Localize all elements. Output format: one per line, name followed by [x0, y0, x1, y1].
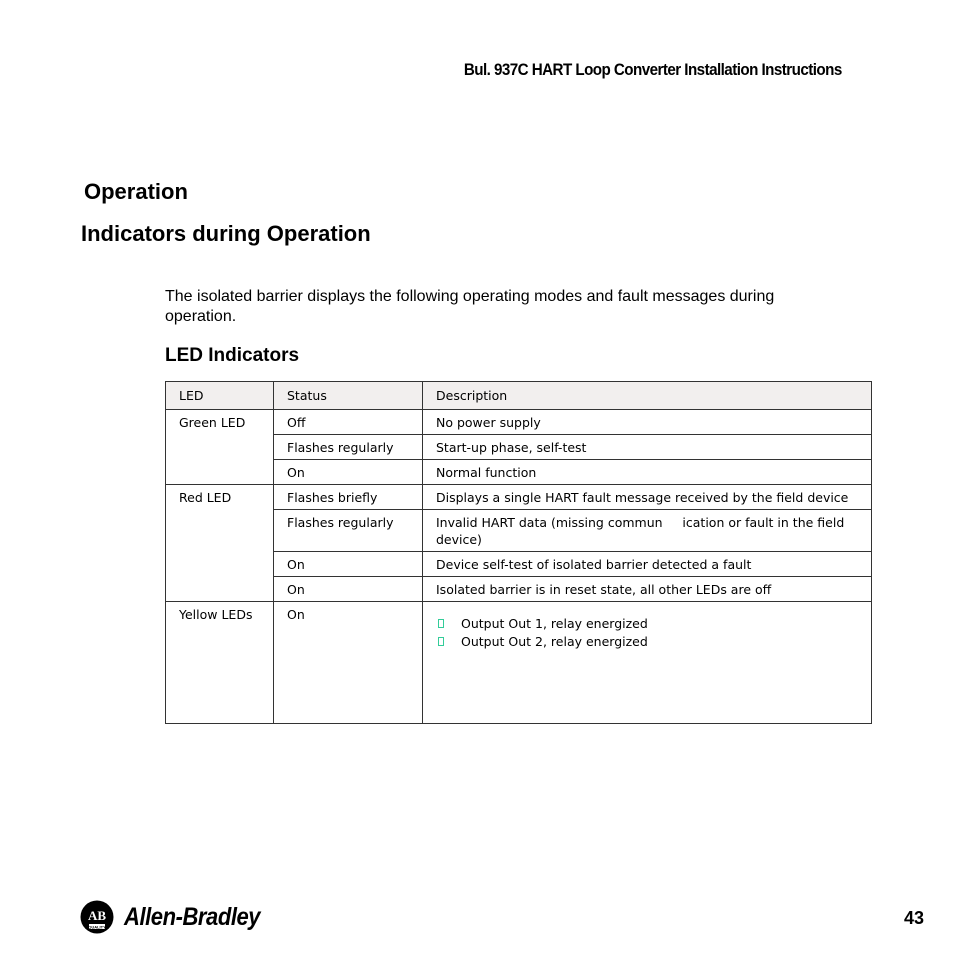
status-cell: On: [274, 552, 423, 577]
status-cell: Flashes briefly: [274, 485, 423, 510]
column-header-description: Description: [423, 382, 872, 410]
table-row: [166, 410, 872, 435]
description-cell: Normal function: [423, 460, 872, 485]
status-cell: On: [274, 577, 423, 602]
led-cell: Green LED: [166, 410, 274, 485]
status-cell: On: [274, 460, 423, 485]
table-header-row: [166, 382, 872, 410]
footer-logo: [80, 900, 279, 934]
status-cell: On: [274, 602, 423, 724]
subsection-title-led-indicators: LED Indicators: [165, 345, 300, 366]
intro-paragraph: The isolated barrier displays the following operating modes and fault messages during operation.: [165, 288, 775, 325]
led-indicator-table: [165, 381, 872, 724]
description-cell: Start-up phase, self-test: [423, 435, 872, 460]
list-item: [436, 633, 863, 651]
list-item: [436, 615, 863, 633]
running-header: Bul. 937C HART Loop Converter Installation Instructions: [464, 61, 842, 79]
description-cell: [423, 602, 872, 724]
logo-subtext: QUALITY: [88, 924, 106, 930]
led-cell: Red LED: [166, 485, 274, 602]
list-item-text: Output Out 1, relay energized: [461, 616, 648, 631]
section-title-indicators: Indicators during Operation: [81, 221, 371, 246]
list-item-text: Output Out 2, relay energized: [461, 634, 648, 649]
allen-bradley-logo-icon: [80, 900, 114, 934]
led-cell: Yellow LEDs: [166, 602, 274, 724]
column-header-led: LED: [166, 382, 274, 410]
bullet-list: [436, 615, 863, 651]
bullet-box-icon: [438, 637, 444, 646]
description-cell: Displays a single HART fault message received by the field device: [423, 485, 872, 510]
description-cell: No power supply: [423, 410, 872, 435]
table-row: [166, 602, 872, 724]
status-cell: Flashes regularly: [274, 435, 423, 460]
section-title-operation: Operation: [84, 179, 188, 204]
status-cell: Off: [274, 410, 423, 435]
description-cell: Invalid HART data (missing commun ication or fault in the field device): [423, 510, 872, 552]
page-number: 43: [903, 908, 924, 928]
column-header-status: Status: [274, 382, 423, 410]
status-cell: Flashes regularly: [274, 510, 423, 552]
logo-text: AB: [87, 908, 107, 923]
table-row: [166, 485, 872, 510]
brand-name: Allen-Bradley: [124, 902, 261, 931]
bullet-box-icon: [438, 619, 444, 628]
description-cell: Device self-test of isolated barrier detected a fault: [423, 552, 872, 577]
description-cell: Isolated barrier is in reset state, all other LEDs are off: [423, 577, 872, 602]
